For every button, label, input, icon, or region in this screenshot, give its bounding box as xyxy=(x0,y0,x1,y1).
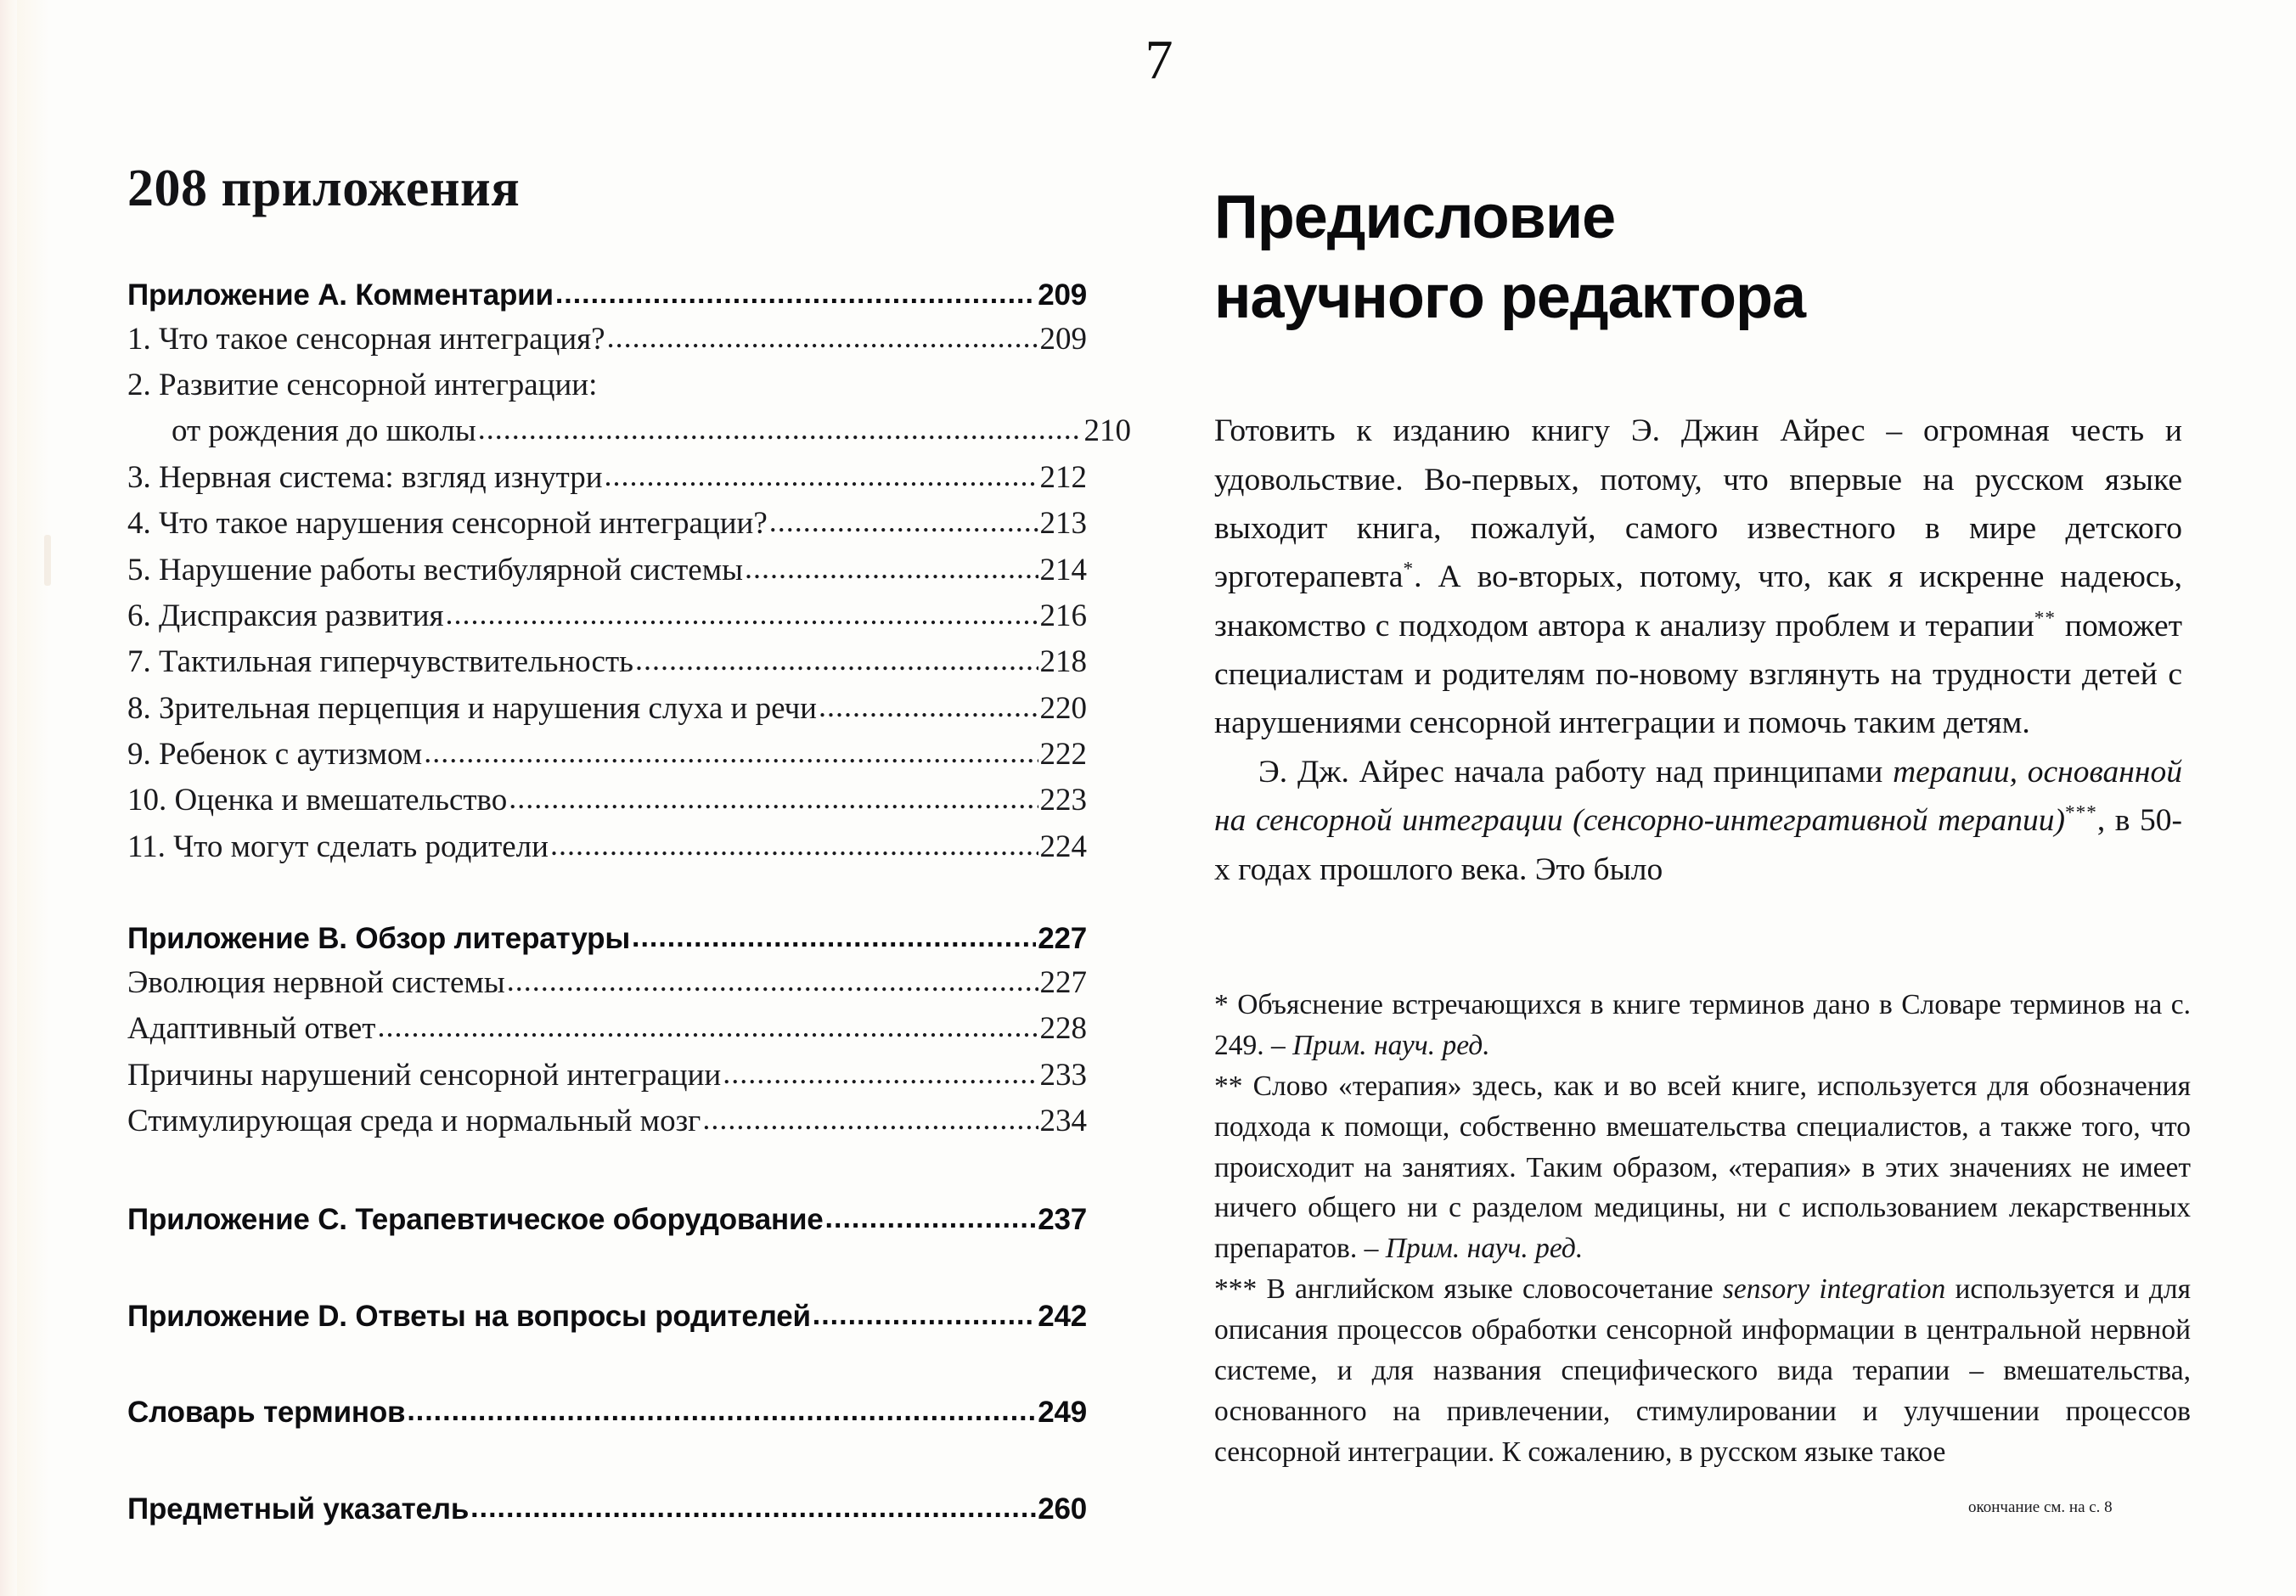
toc-entry-row[interactable] xyxy=(127,778,1087,823)
foreword-body xyxy=(1214,407,2182,894)
toc-entry-label: 3. Нервная система: взгляд изнутри xyxy=(127,459,603,495)
footnote-3: *** В английском языке словосочетание sensory integration используется и для описания процессов обработки сенсорной информации в центральной нервной системе, и для названия специфического вида терапии – вмешательства, основанного на привлечении, стимулировании и улучшении процессов сенсорной интеграции. К сожалению, в русском языке такое xyxy=(1214,1273,2191,1468)
toc-section-gap xyxy=(127,1337,1087,1391)
toc-entry-page-number: 214 xyxy=(1039,552,1087,587)
toc-entry-page-number: 249 xyxy=(1038,1396,1087,1430)
toc-entry-page-number: 209 xyxy=(1039,321,1087,357)
toc-entry-label: 4. Что такое нарушения сенсорной интеграции? xyxy=(127,506,768,542)
toc-entry-page-number: 227 xyxy=(1039,964,1087,1000)
toc-dot-leader xyxy=(635,638,1038,683)
toc-entry-row[interactable] xyxy=(127,362,1087,408)
toc-entry-label: от рождения до школы xyxy=(172,413,476,449)
toc-entry-label: Приложение D. Ответы на вопросы родителей xyxy=(127,1299,811,1333)
toc-entry-label: Стимулирующая среда и нормальный мозг xyxy=(127,1103,701,1138)
toc-dot-leader xyxy=(769,499,1038,544)
toc-entry-row[interactable] xyxy=(127,317,1087,362)
toc-dot-leader xyxy=(723,1051,1038,1096)
footnote-2: ** Слово «терапия» здесь, как и во всей книге, используется для обозначения подхода к помощи, собственно вмешательства специалистов, а также того, что происходит на занятиях. Таким образом, «терапия» в этих значениях не имеет ничего общего ни с разделом медицины, ни с использованием лекарственных препаратов. – Прим. науч. ред. xyxy=(1214,1070,2191,1265)
toc-entry-label: 9. Ребенок с аутизмом xyxy=(127,737,423,773)
toc-entry-page-number: 228 xyxy=(1039,1011,1087,1047)
toc-entry-page-number: 212 xyxy=(1039,459,1087,495)
toc-entry-row[interactable] xyxy=(127,501,1087,547)
toc-entry-row[interactable] xyxy=(127,1006,1087,1052)
footnote-1: * Объяснение встречающихся в книге терминов дано в Словаре терминов на с. 249. – Прим. науч. ред. xyxy=(1214,989,2191,1061)
foreword-paragraph-1: Готовить к изданию книгу Э. Джин Айрес – огромная честь и удовольствие. Во-первых, потому, что впервые на русском языке выходит книга, пожалуй, самого известного в мире детского эрготерапевта*. А во-вторых, потому, что, как я искренне надеюсь, знакомство с подходом автора к анализу проблем и терапии** поможет специалистам и родителям по-новому взглянуть на трудности детей с нарушениями сенсорной интеграции и помочь таким детям. xyxy=(1214,413,2182,741)
toc-entry-label: Предметный указатель xyxy=(127,1492,470,1526)
toc-entry-page-number: 234 xyxy=(1039,1103,1087,1138)
toc-dot-leader xyxy=(745,546,1038,591)
toc-dot-leader xyxy=(819,684,1038,729)
toc-entry-page-number: 242 xyxy=(1038,1299,1087,1333)
toc-entry-row[interactable] xyxy=(127,1099,1087,1144)
toc-entry-label: Приложение B. Обзор литературы xyxy=(127,922,631,956)
toc-entry-row[interactable] xyxy=(127,639,1087,685)
toc-dot-leader xyxy=(509,776,1038,821)
chapter-title-line-2: научного редактора xyxy=(1214,262,1805,331)
toc-dot-leader xyxy=(446,592,1038,637)
toc-entry-label: 11. Что могут сделать родители xyxy=(127,829,549,864)
toc-entry-label: Приложение C. Терапевтическое оборудование xyxy=(127,1203,824,1237)
toc-section-row[interactable] xyxy=(127,1295,1087,1338)
toc-dot-leader xyxy=(555,274,1036,315)
toc-entry-page-number: 223 xyxy=(1039,783,1087,818)
toc-section-gap xyxy=(127,1434,1087,1488)
toc-entry-page-number: 213 xyxy=(1039,506,1087,542)
toc-entry-page-number: 218 xyxy=(1039,644,1087,680)
toc-entry-label: Причины нарушений сенсорной интеграции xyxy=(127,1057,722,1093)
toc-section-row[interactable] xyxy=(127,1391,1087,1434)
toc-entry-row[interactable] xyxy=(127,408,1131,454)
toc-entry-label: Приложение A. Комментарии xyxy=(127,278,554,312)
toc-entry-label: Словарь терминов xyxy=(127,1396,406,1430)
toc-dot-leader xyxy=(813,1295,1036,1336)
toc-entry-label: 8. Зрительная перцепция и нарушения слуха и речи xyxy=(127,690,817,726)
toc-dot-leader xyxy=(550,823,1038,868)
toc-entry-row[interactable] xyxy=(127,686,1087,732)
toc-entry-row[interactable] xyxy=(127,1053,1087,1099)
toc-dot-leader xyxy=(377,1004,1038,1049)
toc-section-gap xyxy=(127,870,1087,918)
toc-dot-leader xyxy=(424,730,1038,775)
toc-entry-page-number: 210 xyxy=(1083,413,1131,449)
contents-title: 208 приложения xyxy=(127,160,521,217)
toc-entry-label: Адаптивный ответ xyxy=(127,1011,376,1047)
toc-entry-page-number: 237 xyxy=(1038,1203,1087,1237)
toc-entry-label: 5. Нарушение работы вестибулярной системы xyxy=(127,552,744,587)
toc-entry-label: 7. Тактильная гиперчувствительность xyxy=(127,644,634,680)
toc-section-row[interactable] xyxy=(127,274,1087,317)
toc-section-row[interactable] xyxy=(127,918,1087,960)
footnotes-block xyxy=(1214,985,2191,1473)
toc-entry-row[interactable] xyxy=(127,824,1087,870)
toc-section-row[interactable] xyxy=(127,1488,1087,1531)
toc-entry-row[interactable] xyxy=(127,548,1087,593)
left-page-contents xyxy=(127,160,1131,1531)
toc-dot-leader xyxy=(607,315,1038,360)
toc-dot-leader xyxy=(825,1199,1037,1239)
table-of-contents-list xyxy=(127,274,1131,1531)
toc-entry-label: 6. Диспраксия развития xyxy=(127,598,444,633)
toc-entry-row[interactable] xyxy=(127,455,1087,501)
continuation-note: окончание см. на с. 8 xyxy=(1968,1498,2113,1516)
toc-entry-page-number: 260 xyxy=(1038,1492,1087,1526)
toc-section-row[interactable] xyxy=(127,1199,1087,1241)
toc-dot-leader xyxy=(632,918,1036,958)
toc-entry-page-number: 227 xyxy=(1038,922,1087,956)
toc-entry-label: 1. Что такое сенсорная интеграция? xyxy=(127,321,605,357)
toc-entry-row[interactable] xyxy=(127,732,1087,778)
toc-entry-row[interactable] xyxy=(127,593,1087,639)
toc-entry-page-number: 222 xyxy=(1039,737,1087,773)
toc-entry-row[interactable] xyxy=(127,960,1087,1006)
toc-entry-page-number: 233 xyxy=(1039,1057,1087,1093)
toc-entry-page-number: 216 xyxy=(1039,598,1087,633)
chapter-title xyxy=(1214,178,2182,337)
toc-section-gap xyxy=(127,1241,1087,1295)
right-page-foreword xyxy=(1214,178,2182,894)
toc-entry-label: 2. Развитие сенсорной интеграции: xyxy=(127,368,598,403)
toc-dot-leader xyxy=(507,958,1038,1003)
toc-dot-leader xyxy=(470,1488,1036,1529)
toc-dot-leader xyxy=(407,1391,1036,1432)
toc-section-gap xyxy=(127,1144,1087,1199)
toc-dot-leader xyxy=(478,407,1083,452)
toc-entry-label: 10. Оценка и вмешательство xyxy=(127,783,508,818)
toc-entry-label: Эволюция нервной системы xyxy=(127,964,505,1000)
toc-entry-page-number: 224 xyxy=(1039,829,1087,864)
foreword-paragraph-2: Э. Дж. Айрес начала работу над принципами терапии, основанной на сенсорной интеграции (сенсорно-интегративной терапии)***, в 50-х годах прошлого века. Это было xyxy=(1214,754,2182,887)
folio-page-number: 7 xyxy=(1145,29,1173,91)
toc-dot-leader xyxy=(702,1097,1038,1142)
chapter-title-line-1: Предисловие xyxy=(1214,183,1616,251)
toc-entry-page-number: 220 xyxy=(1039,690,1087,726)
toc-dot-leader xyxy=(605,453,1038,498)
toc-entry-page-number: 209 xyxy=(1038,278,1087,312)
